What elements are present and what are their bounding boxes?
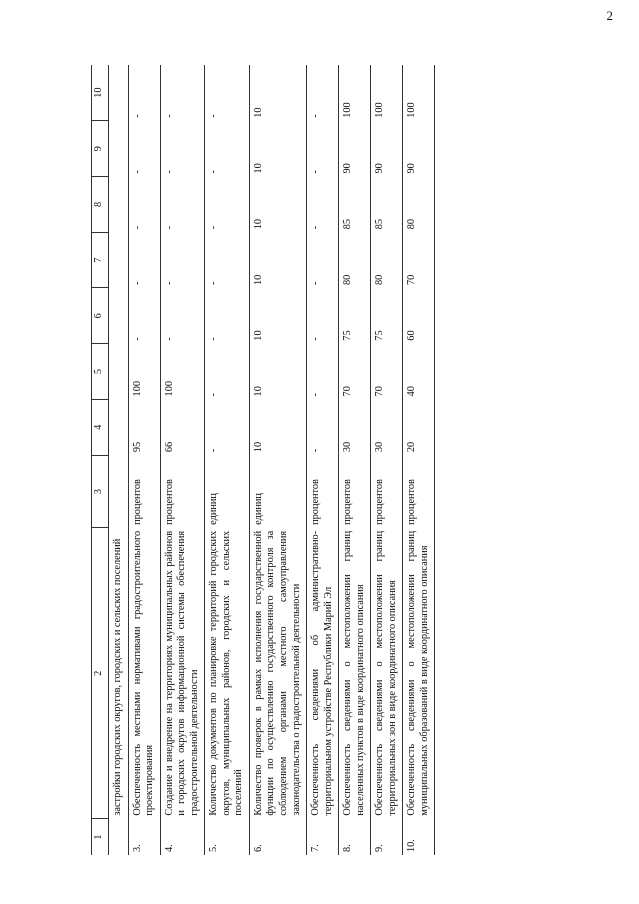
value-cell: - (160, 232, 205, 288)
value-cell: 90 (403, 121, 435, 177)
value-cell: - (205, 399, 250, 455)
value-cell: - (205, 121, 250, 177)
value-cell: - (128, 65, 160, 121)
value-cell: - (307, 121, 339, 177)
header-cell: 1 (92, 819, 109, 855)
value-cell: 80 (339, 232, 371, 288)
unit-cell: процентов (307, 455, 339, 528)
header-cell: 9 (92, 121, 109, 177)
value-cell: - (160, 177, 205, 233)
indicator-name: Обеспеченность сведениями о местоположении границ муниципальных образований в виде координатного описания (403, 528, 435, 819)
value-cell: 80 (403, 177, 435, 233)
table-row (307, 65, 339, 855)
value-cell: - (160, 121, 205, 177)
value-cell: 66 (160, 399, 205, 455)
value-cell: - (307, 344, 339, 400)
value-cell: - (307, 399, 339, 455)
header-cell: 10 (92, 65, 109, 121)
value-cell: 100 (403, 65, 435, 121)
row-number: 3. (128, 819, 160, 855)
value-cell: 75 (371, 288, 403, 344)
value-cell: - (128, 232, 160, 288)
header-row (92, 65, 109, 855)
header-cell: 5 (92, 344, 109, 400)
value-cell: 90 (339, 121, 371, 177)
header-cell: 8 (92, 177, 109, 233)
table-row (339, 65, 371, 855)
table-row (128, 65, 160, 855)
indicators-table (91, 65, 435, 855)
indicator-name: Обеспеченность сведениями о местоположении границ населенных пунктов в виде координатного описания (339, 528, 371, 819)
header-cell: 7 (92, 232, 109, 288)
value-cell: 20 (403, 399, 435, 455)
value-cell: 100 (339, 65, 371, 121)
value-cell: - (205, 344, 250, 400)
value-cell: - (128, 288, 160, 344)
unit-cell: процентов (339, 455, 371, 528)
value-cell: - (307, 232, 339, 288)
indicator-name: Обеспеченность местными нормативами градостроительного проектирования (128, 528, 160, 819)
row-number: 10. (403, 819, 435, 855)
value-cell: - (205, 232, 250, 288)
indicator-name: Создание и внедрение на территориях муниципальных районов и городских округов информационной системы обеспечения градостроительной деятельности (160, 528, 205, 819)
unit-cell: процентов (371, 455, 403, 528)
value-cell: - (160, 65, 205, 121)
row-number: 6. (249, 819, 306, 855)
header-cell: 6 (92, 288, 109, 344)
row-number: 9. (371, 819, 403, 855)
header-cell: 3 (92, 455, 109, 528)
rotated-table-container (91, 65, 639, 855)
value-cell: 10 (249, 121, 306, 177)
indicator-name: Количество документов по планировке территорий городских округов, муниципальных районов, городских и сельских поселений (205, 528, 250, 819)
value-cell: 10 (249, 399, 306, 455)
value-cell: - (307, 65, 339, 121)
unit-cell: процентов (128, 455, 160, 528)
value-cell: - (128, 177, 160, 233)
value-cell: - (205, 65, 250, 121)
value-cell: 10 (249, 344, 306, 400)
unit-cell: процентов (160, 455, 205, 528)
value-cell: 60 (403, 288, 435, 344)
continuation-row (109, 65, 129, 855)
value-cell: - (205, 288, 250, 344)
value-cell: - (160, 288, 205, 344)
table-row (403, 65, 435, 855)
value-cell: 10 (249, 65, 306, 121)
header-cell: 4 (92, 399, 109, 455)
unit-cell: единиц (205, 455, 250, 528)
value-cell: 85 (371, 177, 403, 233)
row-number: 4. (160, 819, 205, 855)
value-cell: 100 (128, 344, 160, 400)
table-row (205, 65, 250, 855)
value-cell: 100 (160, 344, 205, 400)
value-cell: 85 (339, 177, 371, 233)
header-cell: 2 (92, 528, 109, 819)
unit-cell: процентов (403, 455, 435, 528)
value-cell: 70 (339, 344, 371, 400)
value-cell: 30 (371, 399, 403, 455)
value-cell: 95 (128, 399, 160, 455)
table-row (249, 65, 306, 855)
value-cell: - (307, 288, 339, 344)
unit-cell: единиц (249, 455, 306, 528)
value-cell: - (128, 121, 160, 177)
value-cell: 70 (371, 344, 403, 400)
row-number: 5. (205, 819, 250, 855)
value-cell: 100 (371, 65, 403, 121)
page-number: 2 (606, 8, 613, 23)
indicator-name: Количество проверок в рамках исполнения государственной функции по осуществлению государственного контроля за соблюдением органами местного самоуправления законодательства о градостроительной деятельности (249, 528, 306, 819)
value-cell: 75 (339, 288, 371, 344)
table-row (371, 65, 403, 855)
indicator-name: Обеспеченность сведениями об административно-территориальном устройстве Республики Марий Эл (307, 528, 339, 819)
value-cell: - (205, 177, 250, 233)
row-number: 8. (339, 819, 371, 855)
value-cell: 40 (403, 344, 435, 400)
value-cell: 90 (371, 121, 403, 177)
value-cell: 70 (403, 232, 435, 288)
value-cell: - (307, 177, 339, 233)
value-cell: 10 (249, 288, 306, 344)
table-row (160, 65, 205, 855)
row-number: 7. (307, 819, 339, 855)
value-cell: 80 (371, 232, 403, 288)
value-cell: 10 (249, 177, 306, 233)
continuation-text: застройки городских округов, городских и сельских поселений (109, 528, 129, 819)
value-cell: 10 (249, 232, 306, 288)
value-cell: 30 (339, 399, 371, 455)
indicator-name: Обеспеченность сведениями о местоположении границ территориальных зон в виде координатного описания (371, 528, 403, 819)
